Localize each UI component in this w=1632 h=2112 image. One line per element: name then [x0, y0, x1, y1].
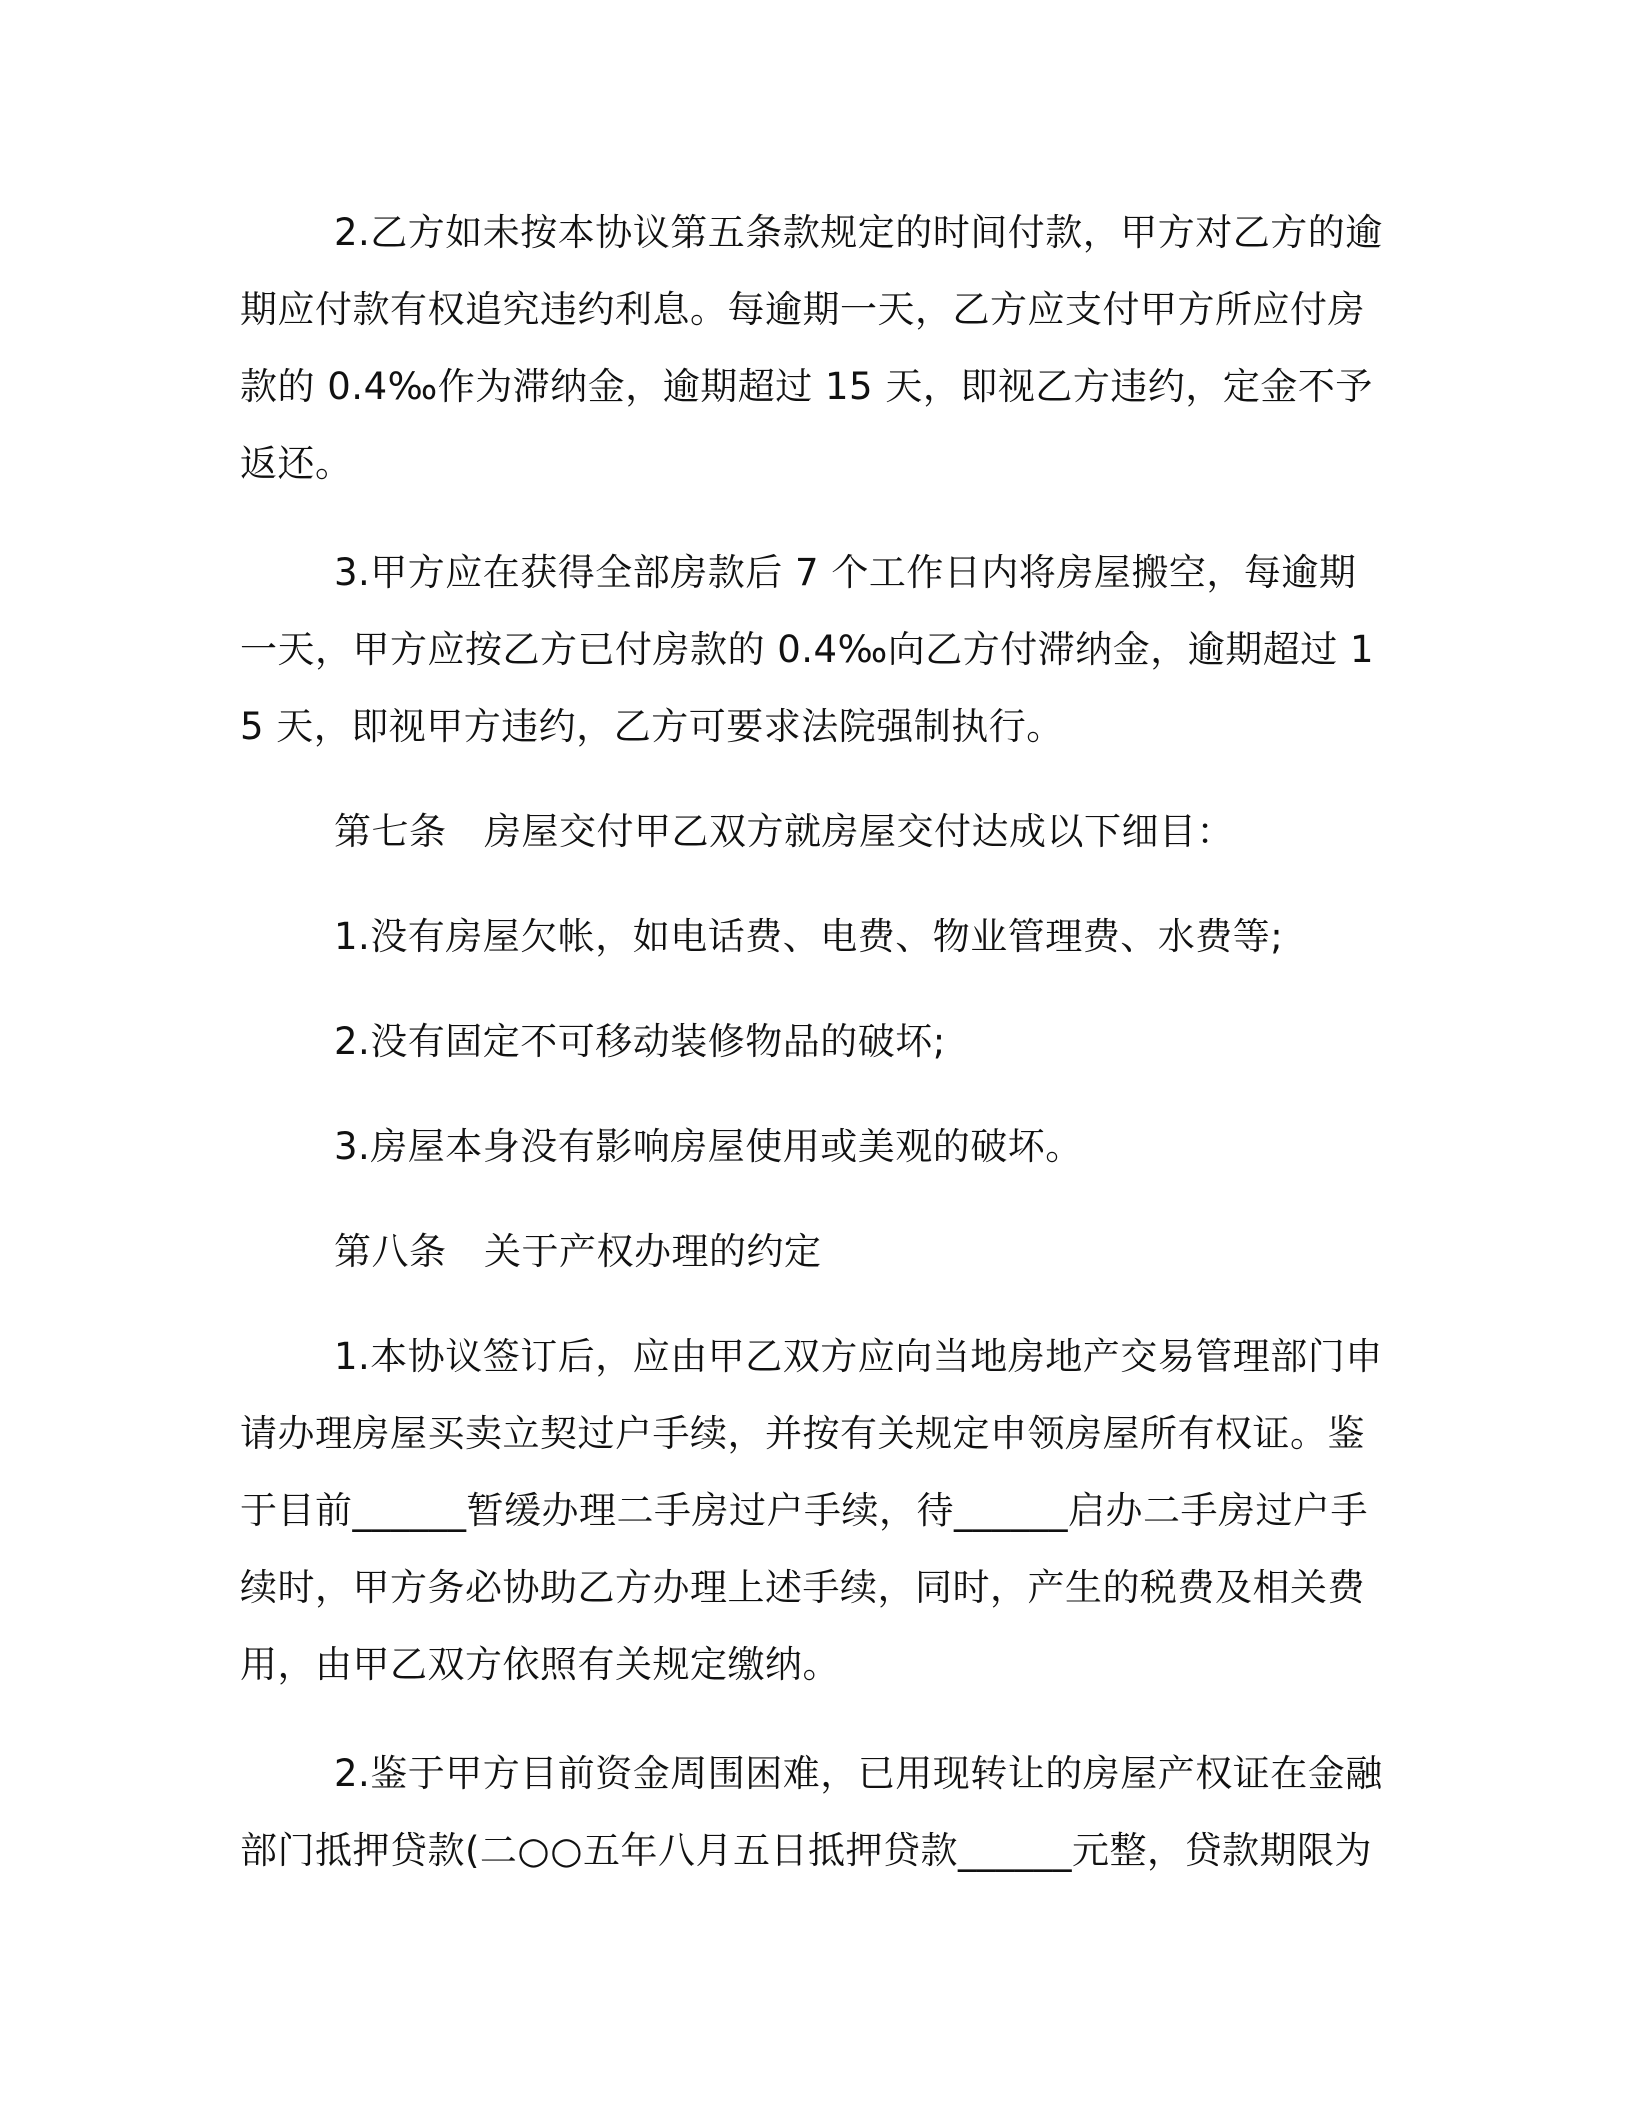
clause-7-item-3: 3.房屋本身没有影响房屋使用或美观的破坏。 [334, 1125, 1083, 1168]
clause-6-item-3: 3.甲方应在获得全部房款后 7 个工作日内将房屋搬空，每逾期一天，甲方应按乙方已付房款的 0.4‰向乙方付滞纳金，逾期超过 15 天，即视甲方违约，乙方可要求法院强制执行。 [240, 551, 1375, 748]
clause-7-item-2: 2.没有固定不可移动装修物品的破坏; [334, 1020, 946, 1063]
clause-8-heading: 第八条 关于产权办理的约定 [334, 1230, 822, 1273]
clause-8-item-2: 2.鉴于甲方目前资金周围困难，已用现转让的房屋产权证在金融部门抵押贷款(二○○五年八月五日抵押贷款______元整，贷款期限为 [240, 1752, 1383, 1872]
document-body [240, 194, 1390, 1889]
clause-7-heading: 第七条 房屋交付甲乙双方就房屋交付达成以下细目： [334, 810, 1234, 853]
clause-6-item-2: 2.乙方如未按本协议第五条款规定的时间付款，甲方对乙方的逾期应付款有权追究违约利息。每逾期一天，乙方应支付甲方所应付房款的 0.4‰作为滞纳金，逾期超过 15 天，即视乙方违约，定金不予返还。 [240, 211, 1383, 485]
clause-7-item-1: 1.没有房屋欠帐，如电话费、电费、物业管理费、水费等; [334, 915, 1284, 958]
clause-8-item-1: 1.本协议签订后，应由甲乙双方应向当地房地产交易管理部门申请办理房屋买卖立契过户手续，并按有关规定申领房屋所有权证。鉴于目前______暂缓办理二手房过户手续，待______启办二手房过户手续时，甲方务必协助乙方办理上述手续，同时，产生的税费及相关费用，由甲乙双方依照有关规定缴纳。 [240, 1335, 1383, 1686]
